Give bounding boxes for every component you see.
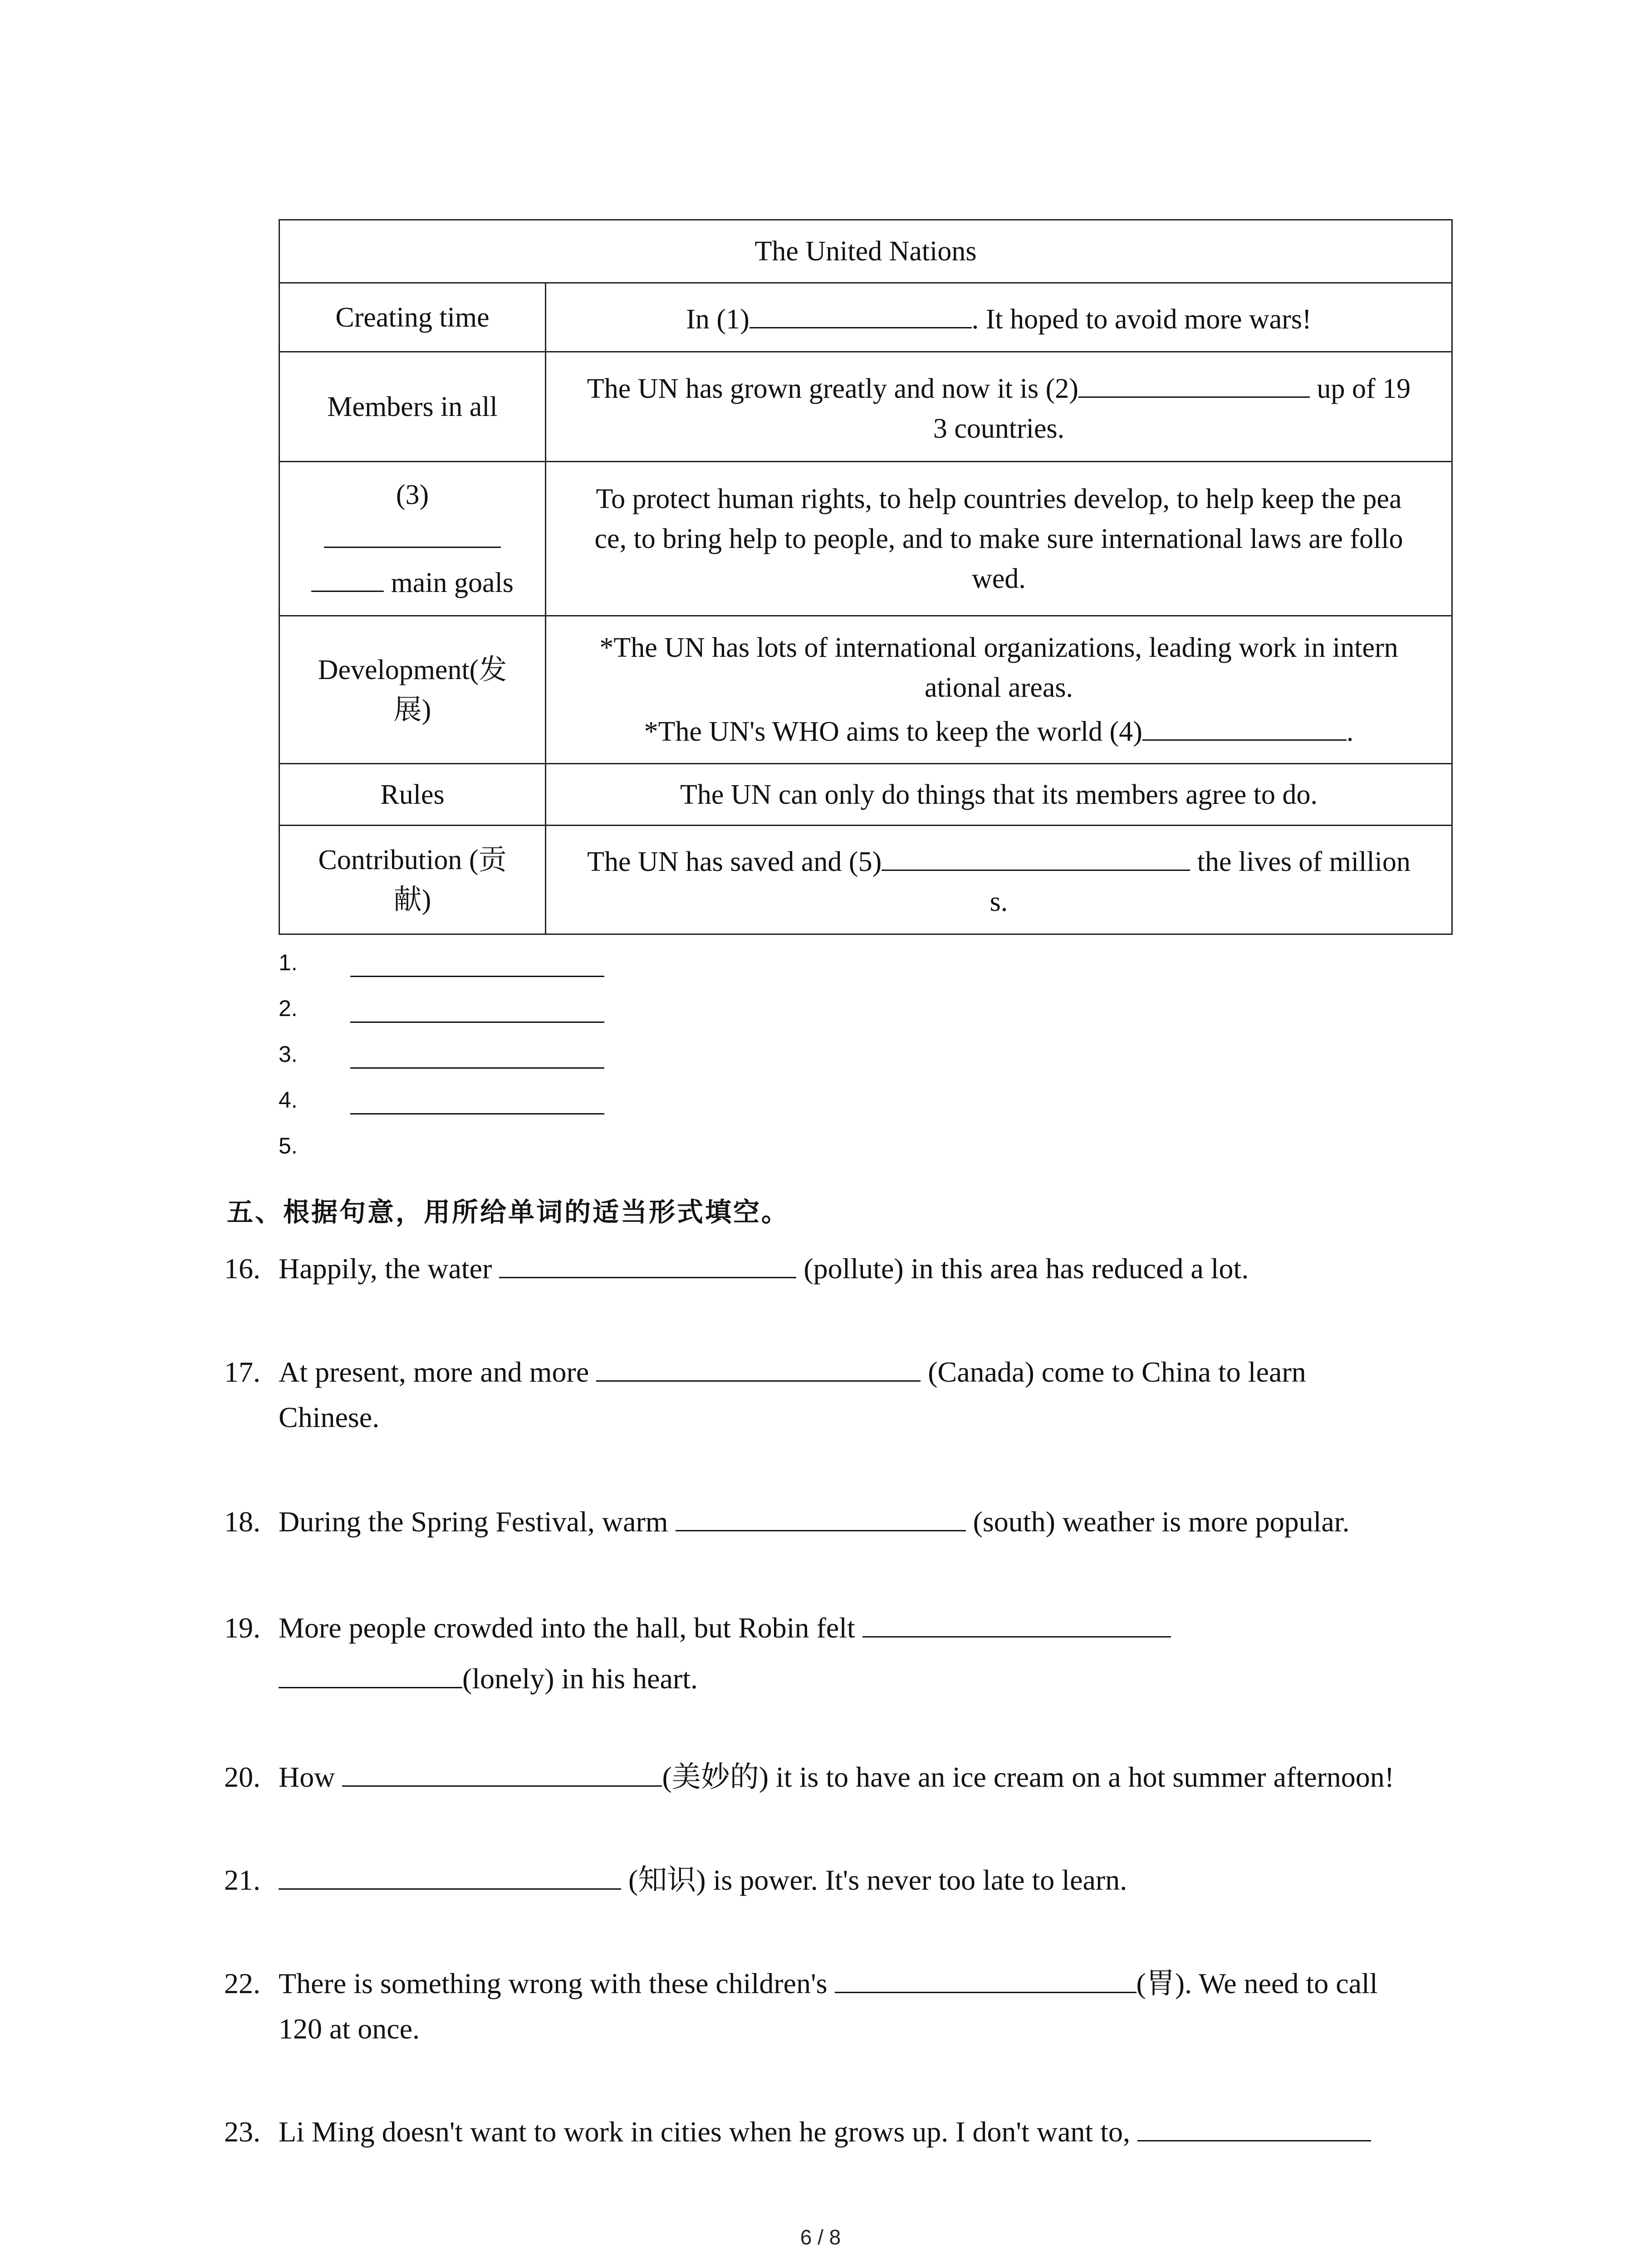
row-label-text: Contribution (贡 [318, 844, 507, 875]
question-text: (south) weather is more popular. [965, 1505, 1350, 1538]
question-text-cont: 120 at once. [279, 2013, 420, 2045]
answer-number: 1. [279, 950, 298, 975]
answer-blank[interactable] [835, 1962, 1136, 1993]
row-text: . [1346, 716, 1354, 747]
row-text: the lives of million [1190, 846, 1411, 877]
row-content: The UN can only do things that its members agree to do. [546, 764, 1452, 826]
un-table [279, 219, 1453, 935]
table-row [279, 764, 1452, 826]
question-18 [224, 1499, 1458, 1545]
row-text: ational areas. [924, 672, 1073, 703]
row-label-text: 展) [393, 694, 431, 725]
answer-line[interactable] [350, 976, 604, 977]
row-text: The UN has grown greatly and now it is (2) [587, 373, 1078, 404]
question-20 [224, 1755, 1458, 1800]
row-label [279, 826, 546, 934]
question-text: (美妙的) it is to have an ice cream on a hot summer afternoon! [662, 1761, 1395, 1793]
table-row [279, 283, 1452, 352]
answer-line[interactable] [350, 1113, 604, 1114]
blank-5[interactable] [882, 838, 1190, 871]
answer-number: 4. [279, 1087, 298, 1113]
answer-blank[interactable] [862, 1606, 1171, 1637]
question-number: 23. [224, 2116, 260, 2148]
question-text: How [279, 1761, 343, 1793]
row-text: To protect human rights, to help countries develop, to help keep the pea [596, 483, 1402, 514]
table-row [279, 462, 1452, 616]
question-number: 17. [224, 1356, 260, 1388]
table-row [279, 352, 1452, 462]
table-title: The United Nations [279, 220, 1452, 283]
row-content [546, 616, 1452, 764]
question-text: At present, more and more [279, 1356, 597, 1388]
question-text: There is something wrong with these children's [279, 1967, 835, 1999]
blank-2[interactable] [1078, 365, 1310, 398]
question-text: (lonely) in his heart. [462, 1662, 698, 1695]
row-label: Creating time [279, 283, 546, 352]
row-text: The UN has saved and (5) [587, 846, 882, 877]
row-text: *The UN's WHO aims to keep the world (4) [644, 716, 1142, 747]
table-title-row [279, 220, 1452, 283]
question-text: (知识) is power. It's never too late to learn. [621, 1864, 1127, 1896]
question-text-cont [224, 1653, 1458, 1704]
row-label-text: 献) [393, 884, 431, 915]
answer-blank[interactable] [596, 1350, 921, 1382]
question-21 [224, 1857, 1458, 1903]
row-text: . It hoped to avoid more wars! [971, 304, 1312, 335]
row-text: s. [989, 886, 1008, 917]
question-number: 20. [224, 1761, 260, 1793]
blank-4[interactable] [1142, 708, 1347, 741]
row-content [546, 462, 1452, 616]
row-content [546, 352, 1452, 462]
row-text: *The UN has lots of international organizations, leading work in intern [599, 632, 1398, 663]
question-number: 21. [224, 1864, 260, 1896]
answer-number: 2. [279, 996, 298, 1021]
blank-3[interactable] [324, 515, 501, 548]
answer-line[interactable] [350, 1067, 604, 1069]
blank-3-cont[interactable] [311, 559, 384, 592]
table-row [279, 826, 1452, 934]
row-label-text: Development(发 [318, 654, 507, 685]
question-text: (Canada) come to China to learn [921, 1356, 1306, 1388]
row-label-num: (3) [396, 479, 429, 510]
answer-number: 3. [279, 1041, 298, 1067]
question-number: 16. [224, 1252, 260, 1285]
row-label: Members in all [279, 352, 546, 462]
question-text: Happily, the water [279, 1252, 500, 1285]
question-number: 22. [224, 1967, 260, 1999]
answer-number: 5. [279, 1133, 298, 1158]
question-23 [224, 2109, 1458, 2155]
row-label-tail: main goals [384, 567, 514, 598]
section-heading: 五、根据句意，用所给单词的适当形式填空。 [227, 1197, 790, 1227]
answer-blank[interactable] [1137, 2110, 1371, 2141]
answer-blank[interactable] [499, 1247, 796, 1278]
answer-blank[interactable] [676, 1500, 966, 1531]
row-text: wed. [972, 563, 1026, 594]
row-label [279, 462, 546, 616]
question-text: Li Ming doesn't want to work in cities when he grows up. I don't want to, [279, 2116, 1138, 2148]
question-number: 19. [224, 1612, 260, 1644]
row-label [279, 616, 546, 764]
table-row [279, 616, 1452, 764]
question-text: More people crowded into the hall, but Robin felt [279, 1612, 862, 1644]
answer-blank-cont[interactable] [279, 1657, 462, 1688]
row-content [546, 283, 1452, 352]
row-text: ce, to bring help to people, and to make sure international laws are follo [594, 523, 1403, 554]
row-label: Rules [279, 764, 546, 826]
blank-1[interactable] [749, 295, 972, 328]
question-text: During the Spring Festival, warm [279, 1505, 676, 1538]
question-22 [224, 1961, 1458, 2052]
answer-blank[interactable] [342, 1755, 662, 1787]
question-16 [224, 1246, 1458, 1291]
question-19 [224, 1603, 1458, 1704]
question-text: (胃). We need to call [1136, 1967, 1378, 1999]
question-text-cont: Chinese. [279, 1401, 380, 1433]
row-content [546, 826, 1452, 934]
page-number: 6 / 8 [800, 2225, 841, 2249]
question-17 [224, 1349, 1458, 1440]
row-text: up of 19 [1309, 373, 1411, 404]
answer-blank[interactable] [279, 1858, 621, 1890]
row-text: 3 countries. [933, 413, 1065, 444]
answer-line[interactable] [350, 1022, 604, 1023]
question-number: 18. [224, 1505, 260, 1538]
question-text: (pollute) in this area has reduced a lot. [796, 1252, 1249, 1285]
row-text: In (1) [686, 304, 749, 335]
